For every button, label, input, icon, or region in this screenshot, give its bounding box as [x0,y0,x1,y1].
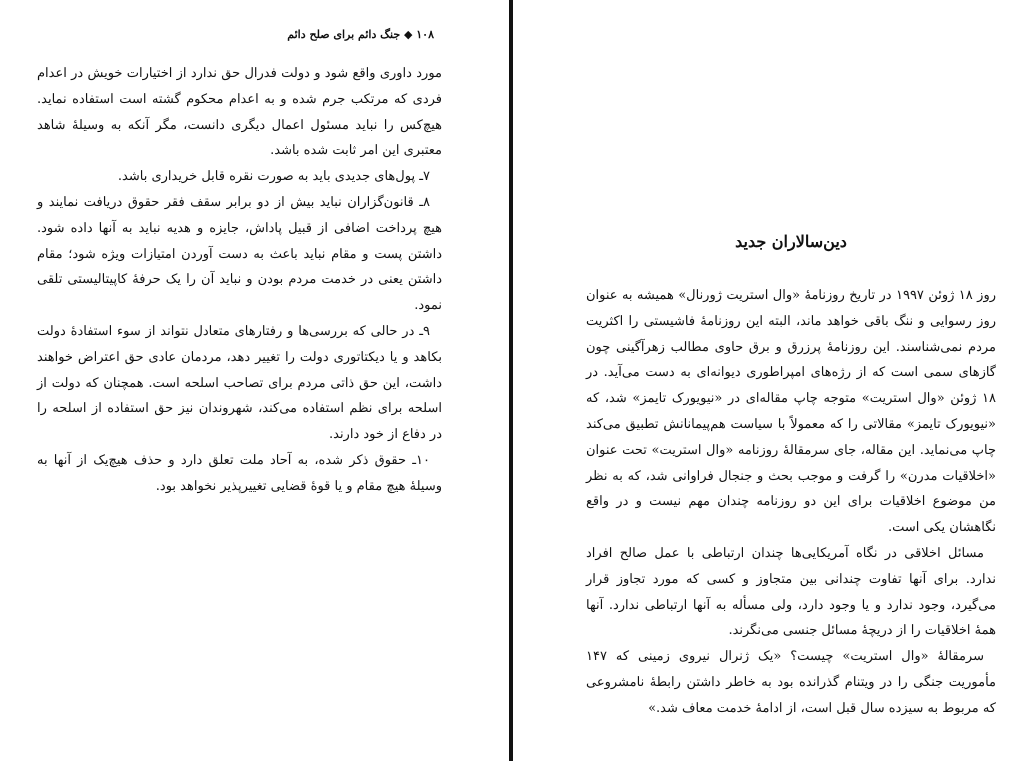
left-page-body [37,61,442,500]
right-page [514,0,1024,761]
page-gutter [509,0,513,761]
paragraph: مسائل اخلاقی در نگاه آمریکایی‌ها چندان ارتباطی با عمل صالح افراد ندارد. برای آنها تفاوت چندانی بین متجاوز و کسی که مورد تجاوز قرار می‌گیرد، وجود ندارد و یا وجود دارد، ولی مسأله به آنها ارتباطی ندارد. آنها همهٔ اخلاقیات را از دریچهٔ مسائل جنسی می‌نگرند. [586,545,996,639]
paragraph: ۹ـ در حالی که بررسی‌ها و رفتارهای متعادل نتواند از سوء استفادهٔ دولت بکاهد و یا دیکتاتوری دولت را تغییر دهد، مردمان عادی حق اعتراض خواهند داشت، این حق ذاتی مردم برای تصاحب اسلحه است. همچنان که دولت از اسلحه برای نظم استفاده می‌کند، شهروندان نیز حق استفاده از اسلحه را در دفاع از خود دارند. [37,323,442,443]
paragraph: سرمقالهٔ «وال استریت» چیست؟ «یک ژنرال نیروی زمینی که ۱۴۷ مأموریت جنگی را در ویتنام گذرانده بود به خاطر داشتن رابطهٔ نامشروعی که مربوط به سیزده سال قبل است، از ادامهٔ خدمت معاف شد.» [586,649,996,716]
left-page [0,0,510,761]
paragraph: ۷ـ پول‌های جدیدی باید به صورت نقره قابل خریداری باشد. [117,169,430,185]
chapter-title: دین‌سالاران جدید [735,232,847,251]
paragraph: ۱۰ـ حقوق ذکر شده، به آحاد ملت تعلق دارد و حذف هیچ‌یک از آنها به وسیلهٔ هیچ مقام و یا قوهٔ قضایی تغییرپذیر نخواهد بود. [37,452,442,494]
paragraph: مورد داوری واقع شود و دولت فدرال حق ندارد از اختیارات خویش در اعدام فردی که مرتکب جرم شده و به اعدام محکوم گشته است استفاده نماید. هیچ‌کس را نباید مسئول اعمال دیگری دانست، مگر آنکه به وسیلهٔ شاهد معتبری این امر ثابت شده باشد. [37,66,442,159]
paragraph: روز ۱۸ ژوئن ۱۹۹۷ در تاریخ روزنامهٔ «وال استریت ژورنال» همیشه به عنوان روز رسوایی و ننگ باقی خواهد ماند، البته این روزنامهٔ فاشیستی را اکثریت مردم نمی‌شناسند. این روزنامهٔ پرزرق و برق حاوی مطالب زهرآگینی چون گازهای سمی است که از رژه‌های امپراطوری دیوانه‌ای به دست می‌آید. در ۱۸ ژوئن «وال استریت» متوجه چاپ مقاله‌ای در «نیویورک تایمز» شد، که «نیویورک تایمز» مقالاتی را که معمولاً با سیاست هم‌پیمانانش تطبیق می‌کند چاپ می‌نماید. این مقاله، جای سرمقالهٔ روزنامه «وال استریت» تحت عنوان «اخلاقیات مدرن» را گرفت و موجب بحث و جنجال فراوانی شد، که به نظر من موضوع اخلاقیات برای این دو روزنامه چندان مهم نیست و در واقع نگاهشان یکی است. [586,288,996,536]
paragraph: ۸ـ قانون‌گزاران نباید بیش از دو برابر سقف فقر حقوق دریافت نمایند و هیچ پرداخت اضافی از قبیل پاداش، جایزه و هدیه نباید به آنها داده شود. داشتن پست و مقام نباید باعث به دست آوردن امتیازات ویژه شود؛ مقام داشتن یعنی در خدمت مردم بودن و نباید آن را یک حرفهٔ کاپیتالیستی تلقی نمود. [37,194,442,314]
running-head: ۱۰۸ ◆ جنگ دائم برای صلح دائم [287,28,434,41]
right-page-body [586,283,996,722]
